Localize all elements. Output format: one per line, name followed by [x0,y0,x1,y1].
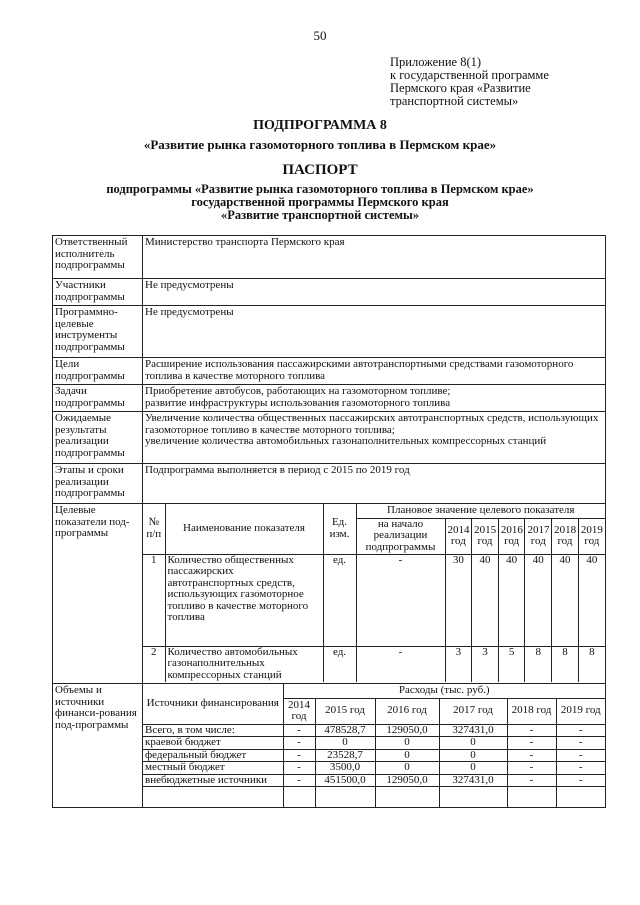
funding-value: 129050,0 [375,774,439,787]
funding-value: 478528,7 [315,724,375,737]
funding-source: краевой бюджет [143,737,283,750]
targets-header-start: на начало реализации подпрограммы [356,518,445,554]
funding-source: федеральный бюджет [143,749,283,762]
funding-empty-cell [143,787,283,807]
appendix-line: к государственной программе [390,68,549,82]
targets-label: Целевые показатели под-программы [53,504,143,684]
target-value: 40 [525,554,552,646]
passport-table [52,235,606,808]
funding-empty-cell [315,787,375,807]
funding-header-year: 2015 год [315,698,375,724]
funding-table [143,684,605,807]
targets-header-year: 2019 год [578,518,605,554]
funding-header-year: 2014 год [283,698,315,724]
goals-value: Расширение использования пассажирскими автотранспортными средствами газомоторного топлива в качестве моторного топлива [143,358,606,385]
funding-empty-cell [556,787,605,807]
targets-header-no: № п/п [143,504,165,554]
target-value: 40 [498,554,525,646]
results-line: Увеличение количества общественных пассажирских автотранспортных средств, использующих газомоторное топливо в качестве моторного топлива; [145,412,599,436]
funding-header-year: 2019 год [556,698,605,724]
funding-source: внебюджетные источники [143,774,283,787]
target-name: Количество общественных пассажирских автотранспортных средств, использующих газомоторное топливо в качестве моторного топлива [165,554,323,646]
funding-value: 0 [439,762,507,775]
funding-value: - [283,737,315,750]
appendix-note [390,56,549,108]
target-value: 8 [525,646,552,682]
appendix-line: транспортной системы» [390,94,519,108]
targets-header-year: 2016 год [498,518,525,554]
funding-value: 0 [439,749,507,762]
targets-header-year: 2018 год [552,518,579,554]
funding-value: 0 [375,762,439,775]
stages-value: Подпрограмма выполняется в период с 2015 по 2019 год [143,464,606,504]
funding-value: - [556,749,605,762]
passport-subtitle [0,183,640,222]
stages-label: Этапы и сроки реализации подпрограммы [53,464,143,504]
funding-value: 0 [375,737,439,750]
funding-source: местный бюджет [143,762,283,775]
funding-value: - [507,737,556,750]
results-label: Ожидаемые результаты реализации подпрограммы [53,412,143,464]
table-row [143,737,605,750]
target-no: 1 [143,554,165,646]
target-value: 8 [552,646,579,682]
funding-header-expenses: Расходы (тыс. руб.) [283,684,605,698]
table-row [143,646,605,682]
target-start: - [356,646,445,682]
funding-value: 0 [439,737,507,750]
funding-value: - [556,774,605,787]
targets-header-year: 2017 год [525,518,552,554]
target-value: 3 [445,646,472,682]
target-value: 5 [498,646,525,682]
funding-header-source: Источники финансирования [143,684,283,724]
funding-value: - [556,724,605,737]
participants-label: Участники подпрограммы [53,279,143,306]
funding-value: - [507,724,556,737]
funding-value: - [283,774,315,787]
appendix-line: Приложение 8(1) [390,55,482,69]
table-row [143,774,605,787]
appendix-line: Пермского края «Развитие [390,81,531,95]
funding-cell [143,684,606,808]
funding-header-year: 2017 год [439,698,507,724]
funding-value: - [283,762,315,775]
tasks-value [143,385,606,412]
funding-value: 327431,0 [439,724,507,737]
tasks-line: развитие инфраструктуры использования газомоторного топлива [145,396,451,409]
funding-value: 129050,0 [375,724,439,737]
target-value: 3 [472,646,499,682]
target-value: 40 [578,554,605,646]
funding-empty-cell [375,787,439,807]
funding-value: - [507,749,556,762]
table-row [143,724,605,737]
table-row [143,554,605,646]
goals-label: Цели подпрограммы [53,358,143,385]
targets-header-name: Наименование показателя [165,504,323,554]
tasks-label: Задачи подпрограммы [53,385,143,412]
funding-value: 451500,0 [315,774,375,787]
funding-value: 0 [375,749,439,762]
targets-cell [143,504,606,684]
target-value: 40 [472,554,499,646]
results-value [143,412,606,464]
target-unit: ед. [323,646,356,682]
funding-value: - [556,762,605,775]
target-value: 30 [445,554,472,646]
funding-empty-cell [439,787,507,807]
target-name: Количество автомобильных газонаполнительных компрессорных станций [165,646,323,682]
subprogram-title: ПОДПРОГРАММА 8 [253,118,387,133]
subprogram-name: «Развитие рынка газомоторного топлива в Пермском крае» [143,137,497,152]
tools-value: Не предусмотрены [143,306,606,358]
funding-value: 327431,0 [439,774,507,787]
funding-value: - [556,737,605,750]
target-value: 40 [552,554,579,646]
table-row [143,762,605,775]
page-number: 50 [313,28,327,43]
passport-subtitle-line: «Развитие транспортной системы» [220,208,420,222]
funding-value: - [283,724,315,737]
table-row [143,749,605,762]
funding-value: - [507,774,556,787]
passport-title: ПАСПОРТ [282,162,358,178]
funding-value: - [507,762,556,775]
funding-value: 3500,0 [315,762,375,775]
executor-label: Ответственный исполнитель подпрограммы [53,236,143,279]
funding-empty-cell [507,787,556,807]
funding-value: - [283,749,315,762]
targets-header-year: 2014 год [445,518,472,554]
target-unit: ед. [323,554,356,646]
passport-subtitle-line: государственной программы Пермского края [191,195,449,209]
funding-header-year: 2018 год [507,698,556,724]
funding-header-year: 2016 год [375,698,439,724]
passport-subtitle-line: подпрограммы «Развитие рынка газомоторного топлива в Пермском крае» [106,182,534,196]
participants-value: Не предусмотрены [143,279,606,306]
funding-value: 0 [315,737,375,750]
tools-label: Программно-целевые инструменты подпрограммы [53,306,143,358]
funding-label: Объемы и источники финанси-рования под-программы [53,684,143,808]
funding-value: 23528,7 [315,749,375,762]
funding-source: Всего, в том числе: [143,724,283,737]
targets-header-unit: Ед. изм. [323,504,356,554]
results-line: увеличение количества автомобильных газонаполнительных компрессорных станций [145,435,547,447]
funding-empty-cell [283,787,315,807]
tasks-line: Приобретение автобусов, работающих на газомоторном топливе; [145,385,451,397]
executor-value: Министерство транспорта Пермского края [143,236,606,279]
targets-header-year: 2015 год [472,518,499,554]
targets-table [143,504,605,682]
target-value: 8 [578,646,605,682]
target-start: - [356,554,445,646]
target-no: 2 [143,646,165,682]
targets-header-plan: Плановое значение целевого показателя [356,504,605,518]
